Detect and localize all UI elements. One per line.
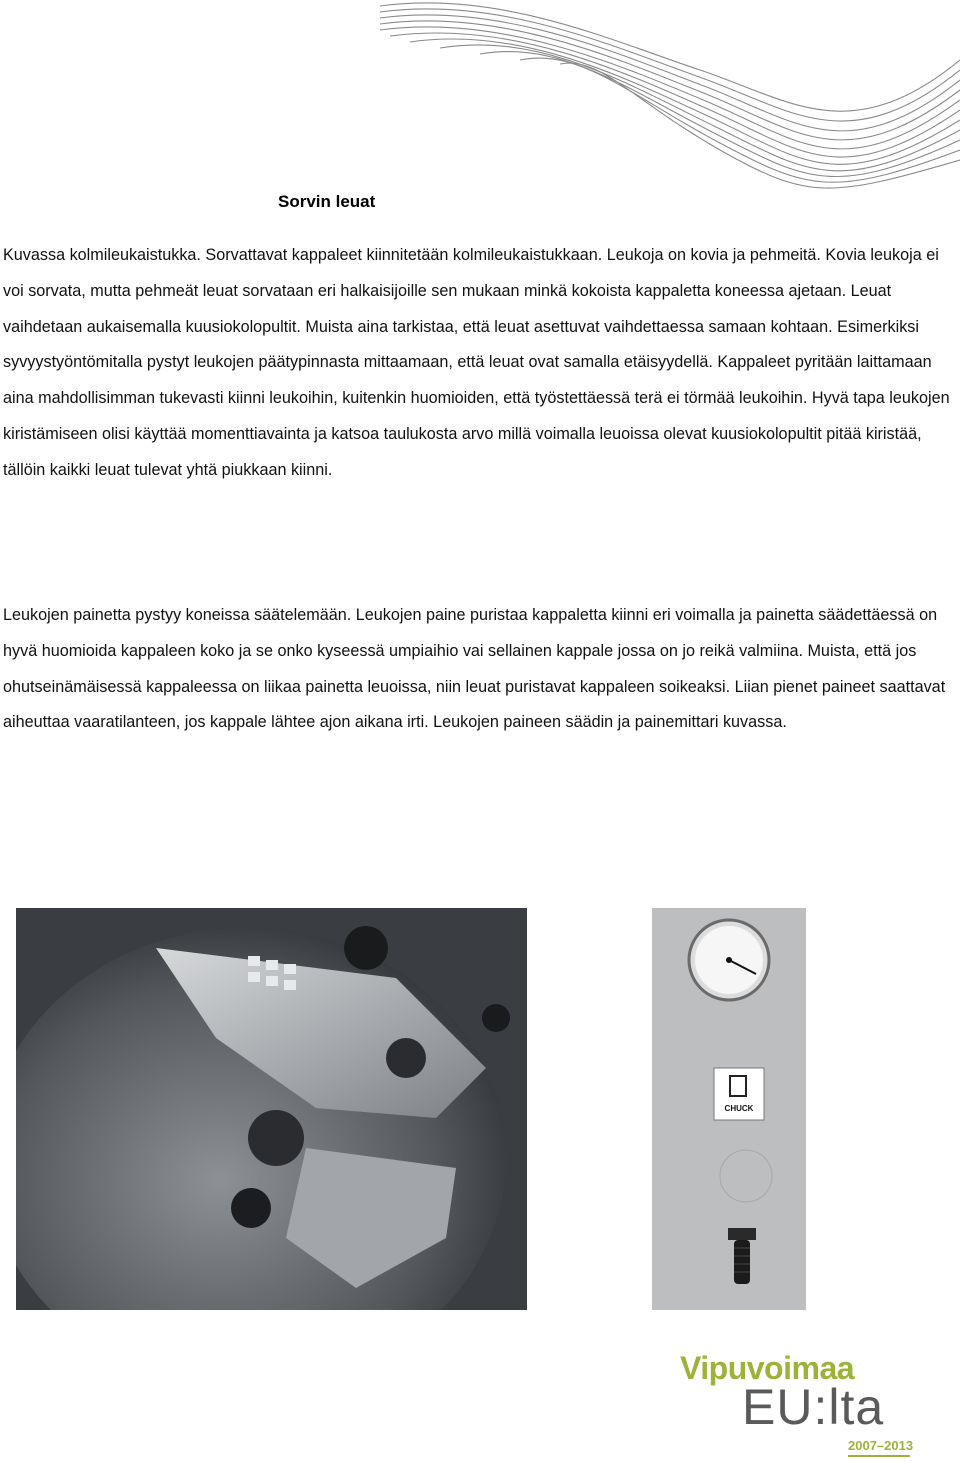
paragraph-chuck-jaws: Kuvassa kolmileukaistukka. Sorvattavat kappaleet kiinnitetään kolmileukaistukkaan. Leukoja on kovia ja pehmeitä. Kovia leukoja ei voi sorvata, mutta pehmeät leuat sorvataan eri halkaisijoille sen mukaan minkä kokoista kappaletta koneessa ajetaan. Leuat vaihdetaan aukaisemalla kuusiokolopultit. Muista aina tarkistaa, että leuat asettuvat vaihdettaessa samaan kohtaan. Esimerkiksi syvyystyöntömitalla pystyt leukojen päätypinnasta mittaamaan, että leuat ovat samalla etäisyydellä. Kappaleet pyritään laittamaan aina mahdollisimman tukevasti kiinni leukoihin, kuitenkin huomioiden, että työstettäessä terä ei törmää leukoihin. Hyvä tapa leukojen kiristämiseen olisi käyttää momenttiavainta ja katsoa taulukosta arvo millä voimalla leuoissa olevat kuusiokolopultit pitää kiristää, tällöin kaikki leuat tulevat yhtä piukkaan kiinni. [3, 246, 950, 479]
page-title: Sorvin leuat [278, 192, 376, 211]
paragraph-jaw-pressure: Leukojen painetta pystyy koneissa säätelemään. Leukojen paine puristaa kappaletta kiinni eri voimalla ja painetta säädettäessä on hyvä huomioida kappaleen koko ja se onko kyseessä umpiaihio vai sellainen kappale jossa on jo reikä valmiina. Muista, että jos ohutseinämäisessä kappaleessa on liikaa painetta leuoissa, niin leuat puristavat kappaleen soikeaksi. Liian pienet paineet saattavat aiheuttaa vaaratilanteen, jos kappale lähtee ajon aikana irti. Leukojen paineen säädin ja painemittari kuvassa. [3, 606, 946, 732]
vipuvoimaa-eu-logo [680, 1350, 920, 1460]
chuck-photo [16, 908, 527, 1310]
logo-years: 2007–2013 [848, 1438, 914, 1453]
logo-vipuvoimaa: Vipuvoimaa [680, 1350, 855, 1386]
chuck-label: CHUCK [724, 1104, 754, 1113]
wave-ribbon-decoration [380, 0, 960, 200]
pressure-gauge-photo [652, 908, 806, 1310]
logo-eulta: EU:lta [742, 1379, 885, 1435]
logo-underline [848, 1455, 910, 1457]
